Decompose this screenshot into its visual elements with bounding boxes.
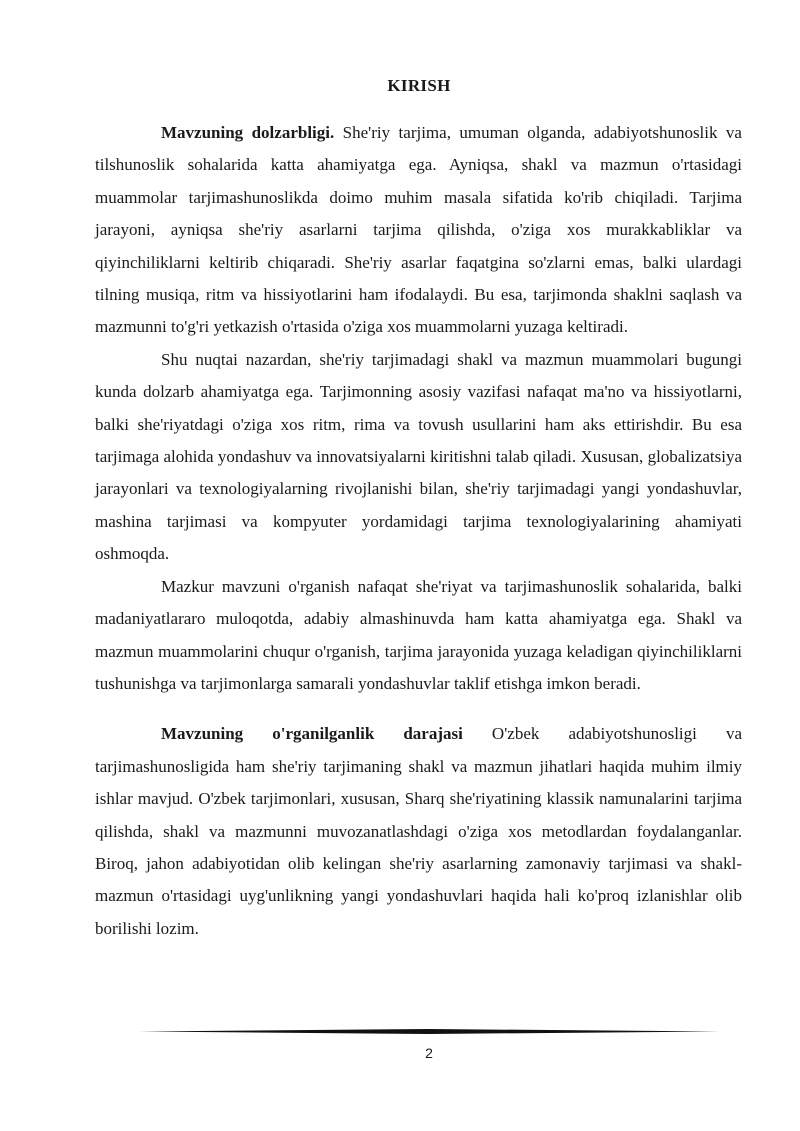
document-body [95, 117, 742, 945]
paragraph-viewpoint [95, 344, 742, 571]
footer-divider [139, 1029, 719, 1034]
paragraph-text: Mazkur mavzuni o'rganish nafaqat she'riyat va tarjimashunoslik sohalarida, balki madaniyatlararo muloqotda, adabiy almashinuvda ham katta ahamiyatga ega. Shakl va mazmun muammolarini chuqur o'rganish, tarjima jarayonida yuzaga keladigan qiyinchiliklarni tushunishga va tarjimonlarga samarali yondashuvlar taklif etishga imkon beradi. [95, 576, 742, 693]
paragraph-study-importance [95, 571, 742, 701]
page-title: KIRISH [387, 76, 451, 95]
paragraph-lead: Mavzuning o'rganilganlik darajasi [161, 724, 463, 744]
paragraph-text: Shu nuqtai nazardan, she'riy tarjimadagi shakl va mazmun muammolari bugungi kunda dolzarb ahamiyatga ega. Tarjimonning asosiy vazifasi nafaqat ma'no va hissiyotlarni, balki she'riyatdagi o'ziga xos ritm, rima va tovush usullarini ham aks ettirishdir. Bu esa tarjimaga alohida yondashuv va innovatsiyalarni kiritishni talab qiladi. Xususan, globalizatsiya jarayonlari va texnologiyalarning rivojlanishi bilan, she'riy tarjimadagi yangi yondashuvlar, mashina tarjimasi va kompyuter yordamidagi tarjima texnologiyalarining ahamiyati oshmoqda. [95, 349, 742, 564]
paragraph-relevance [95, 117, 742, 344]
paragraph-text: She'riy tarjima, umuman olganda, adabiyotshunoslik va tilshunoslik sohalarida katta ahamiyatga ega. Ayniqsa, shakl va mazmun o'rtasidagi muammolar tarjimashunoslikda doimo muhim masala sifatida ko'rib chiqiladi. Tarjima jarayoni, ayniqsa she'riy asarlarni tarjima qilishda, o'ziga xos murakkabliklar va qiyinchiliklarni keltirib chiqaradi. She'riy asarlar faqatgina so'zlarni emas, balki ulardagi tilning musiqa, ritm va hissiyotlarini ham ifodalaydi. Bu esa, tarjimonda shaklni saqlash va mazmunni to'g'ri yetkazish o'rtasida o'ziga xos muammolarni yuzaga keltiradi. [95, 123, 742, 337]
paragraph-lead: Mavzuning dolzarbligi. [161, 123, 335, 142]
paragraph-research-level [95, 718, 742, 945]
page-number: 2 [425, 1045, 433, 1061]
paragraph-text: O'zbek adabiyotshunosligi va tarjimashunosligida ham she'riy tarjimaning shakl va mazmun jihatlari haqida muhim ilmiy ishlar mavjud. O'zbek tarjimonlari, xususan, Sharq she'riyatining klassik namunalarini tarjima qilishda, shakl va mazmunni muvozanatlashdagi o'ziga xos metodlardan foydalanganlar. Biroq, jahon adabiyotidan olib kelingan she'riy asarlarning zamonaviy tarjimasi va shakl-mazmun o'rtasidagi uyg'unlikning yangi yondashuvlari haqida hali ko'proq izlanishlar olib borilishi lozim. [95, 724, 742, 938]
